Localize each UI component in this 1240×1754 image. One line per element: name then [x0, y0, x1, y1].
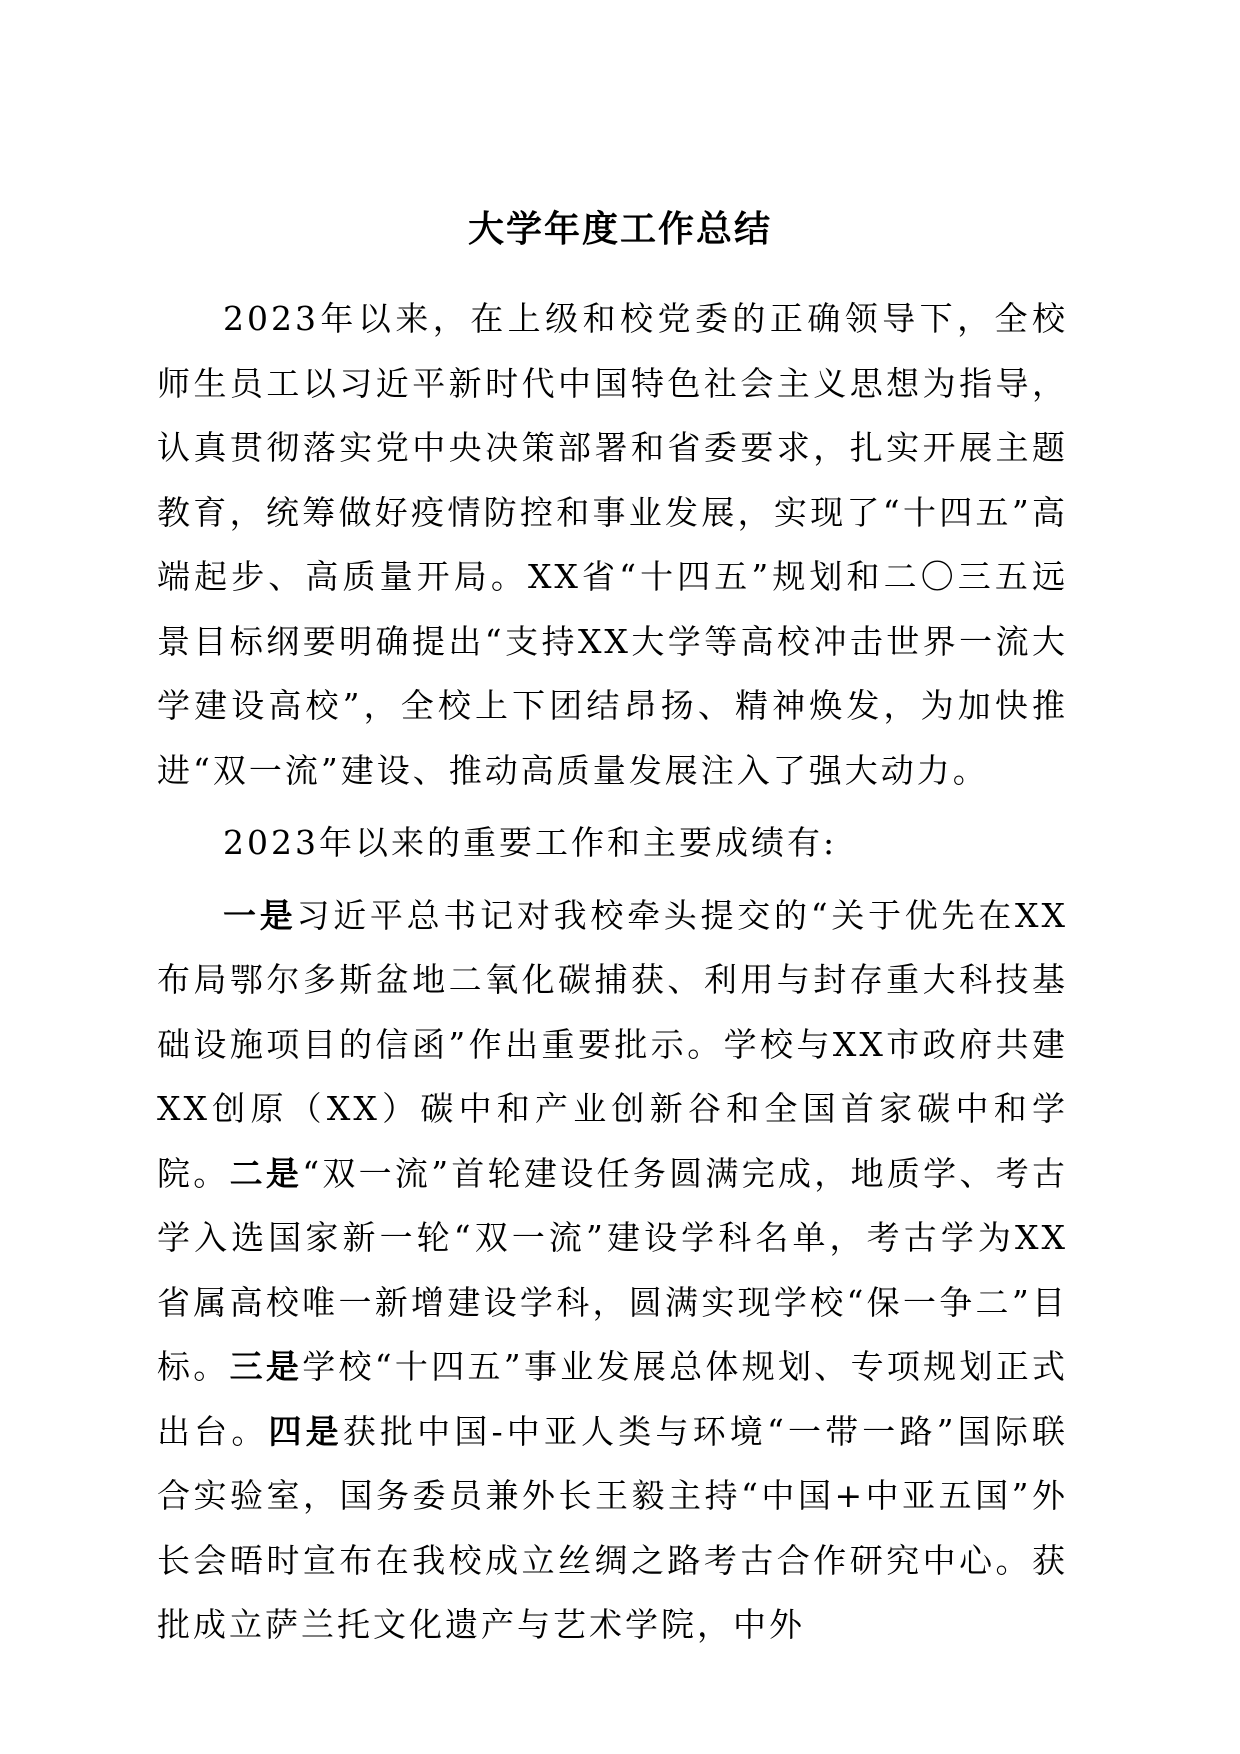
document-body	[157, 287, 1068, 1658]
document-title: 大学年度工作总结	[467, 209, 772, 250]
achievements-paragraph	[157, 884, 1068, 1658]
achievement-lead: 四是	[268, 1411, 343, 1451]
achievement-text: 获批中国-中亚人类与环境“一带一路”国际联合实验室，国务委员兼外长王毅主持“中国+中亚五国”外长会晤时宣布在我校成立丝绸之路考古合作研究中心。获批成立萨兰托文化遗产与艺术学院，中外	[157, 1411, 1068, 1644]
achievement-text: “双一流”首轮建设任务圆满完成，地质学、考古学入选国家新一轮“双一流”建设学科名单，考古学为XX省属高校唯一新增建设学科，圆满实现学校“保一争二”目标。	[157, 1153, 1069, 1386]
achievement-lead: 二是	[229, 1153, 303, 1193]
achievement-text: 习近平总书记对我校牵头提交的“关于优先在XX布局鄂尔多斯盆地二氧化碳捕获、利用与封存重大科技基础设施项目的信函”作出重要批示。学校与XX市政府共建XX创原（XX）碳中和产业创新谷和全国首家碳中和学院。	[157, 895, 1068, 1193]
achievement-text: 学校“十四五”事业发展总体规划、专项规划正式出台。	[157, 1347, 1069, 1451]
achievement-lead: 三是	[229, 1347, 303, 1386]
achievement-lead: 一是	[223, 895, 297, 935]
achievements-heading: 2023年以来的重要工作和主要成绩有:	[223, 823, 838, 862]
intro-paragraph: 2023年以来，在上级和校党委的正确领导下，全校师生员工以习近平新时代中国特色社会主义思想为指导，认真贯彻落实党中央决策部署和省委要求，扎实开展主题教育，统筹做好疫情防控和事业发展，实现了“十四五”高端起步、高质量开局。XX省“十四五”规划和二〇三五远景目标纲要明确提出“支持XX大学等高校冲击世界一流大学建设高校”，全校上下团结昂扬、精神焕发，为加快推进“双一流”建设、推动高质量发展注入了强大动力。	[157, 299, 1068, 790]
